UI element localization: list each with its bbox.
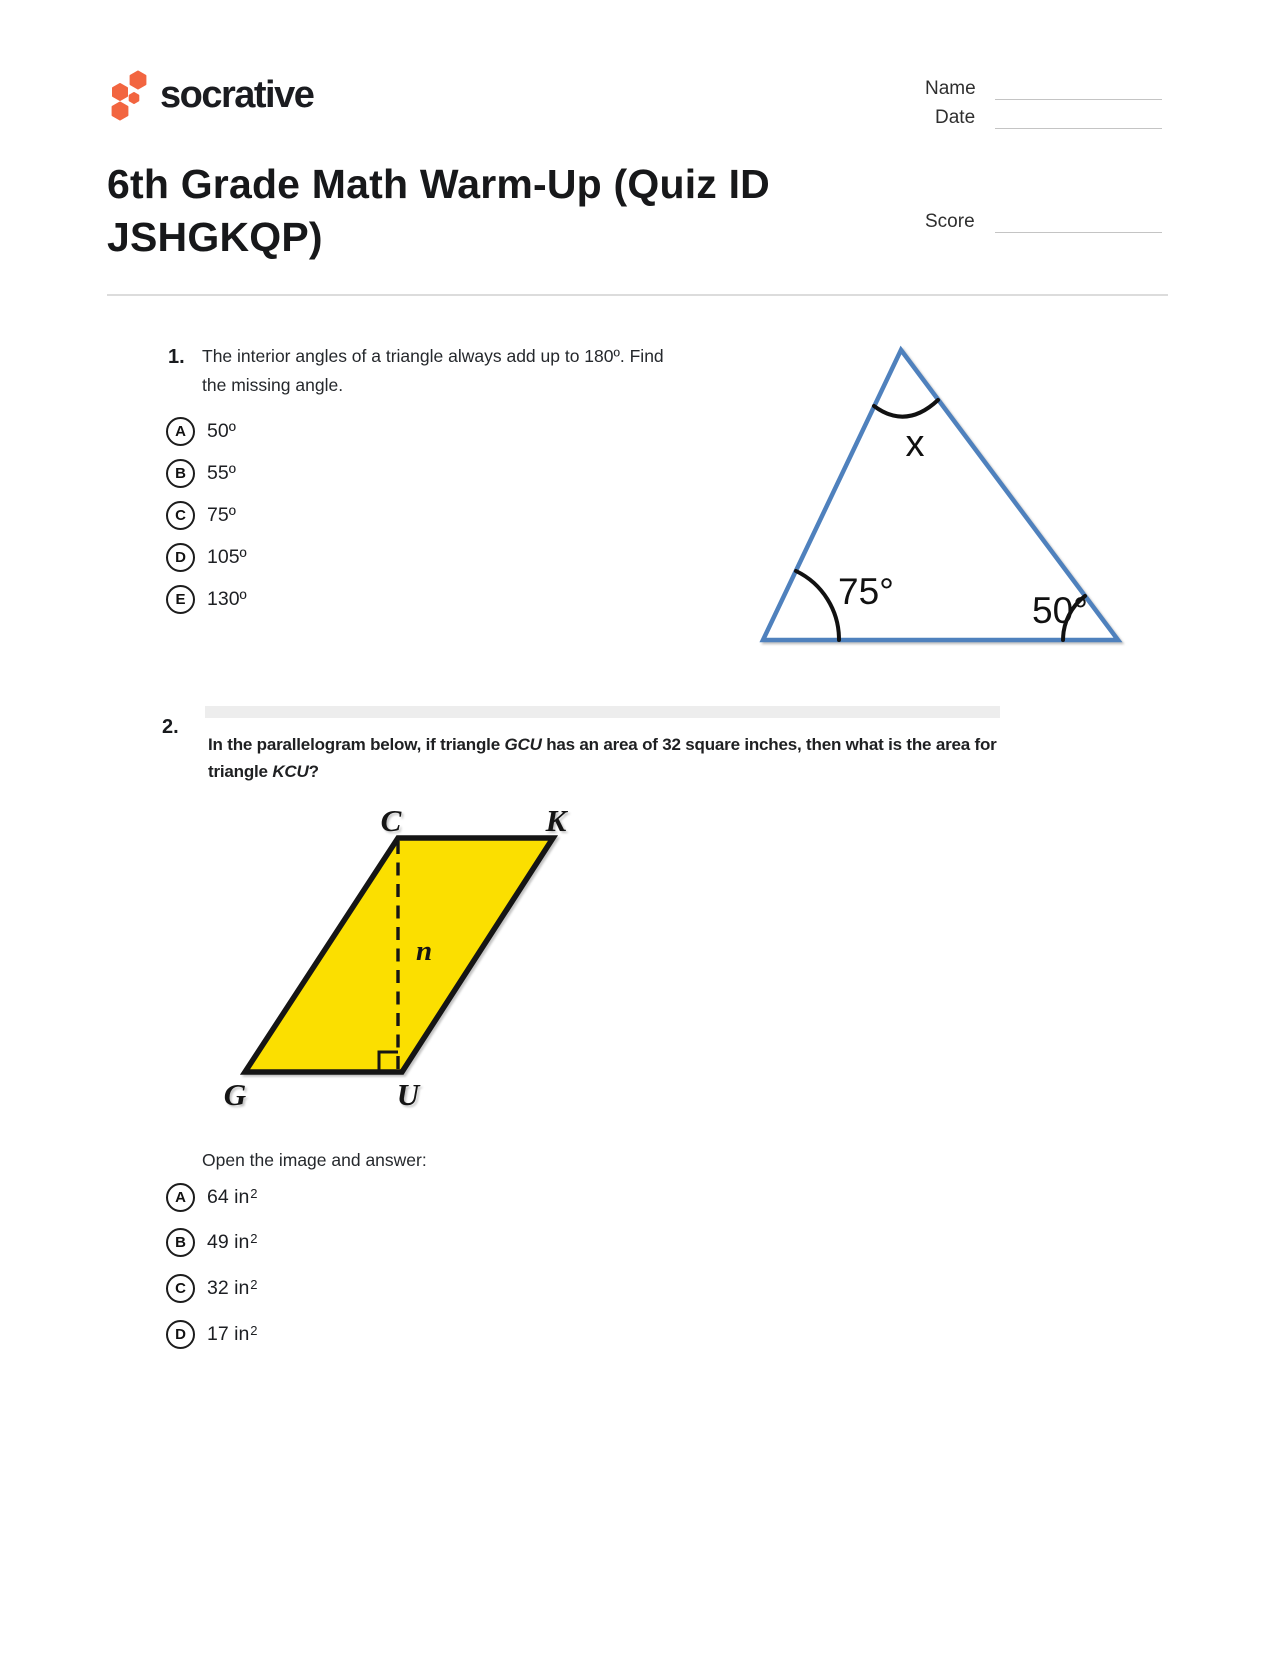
question-2-text <box>208 731 1000 785</box>
vertex-g-label: G <box>223 1077 247 1112</box>
top-angle-label: x <box>905 423 925 465</box>
q1-option-a-bubble[interactable]: A <box>166 417 195 446</box>
score-blank-line <box>995 232 1162 233</box>
date-label: Date <box>935 107 976 128</box>
question-1-number: 1. <box>168 346 185 368</box>
vertex-k-label: K <box>545 803 567 838</box>
header-divider <box>107 294 1168 296</box>
q2-prompt-part-1: In the parallelogram below, if triangle <box>208 735 505 754</box>
q2-option-b[interactable] <box>166 1228 258 1257</box>
q2-option-a-sup: 2 <box>250 1186 258 1201</box>
q1-option-d[interactable] <box>166 543 247 572</box>
socrative-logo-icon <box>100 64 152 122</box>
right-angle-label: 50° <box>1032 590 1088 631</box>
q2-prompt-triangle-kcu: KCU <box>272 762 309 781</box>
q1-option-c[interactable] <box>166 501 236 530</box>
q1-option-d-label: 105º <box>207 546 247 568</box>
q2-image-top-bar <box>205 706 1000 718</box>
q2-option-b-sup: 2 <box>250 1231 258 1246</box>
q2-option-a[interactable] <box>166 1183 258 1212</box>
q1-option-b[interactable] <box>166 459 236 488</box>
q2-option-a-bubble[interactable]: A <box>166 1183 195 1212</box>
q2-option-d-sup: 2 <box>250 1323 258 1338</box>
vertex-u-label: U <box>396 1077 420 1112</box>
q2-option-c[interactable] <box>166 1274 258 1303</box>
q2-option-c-sup: 2 <box>250 1277 258 1292</box>
q2-option-b-bubble[interactable]: B <box>166 1228 195 1257</box>
triangle-figure <box>738 330 1138 650</box>
q2-option-c-label: 32 $in^2$ <box>207 1277 258 1299</box>
vertex-c-label: C <box>380 803 402 838</box>
q1-option-a-label: 50º <box>207 420 236 442</box>
parallelogram-figure <box>195 800 605 1112</box>
q2-prompt-part-3: ? <box>308 762 319 781</box>
q2-option-c-bubble[interactable]: C <box>166 1274 195 1303</box>
q1-option-e[interactable] <box>166 585 247 614</box>
q2-option-d-label: 17 $in^2$ <box>207 1323 258 1345</box>
date-blank-line <box>995 128 1162 129</box>
left-angle-label: 75° <box>838 571 894 612</box>
q1-option-e-bubble[interactable]: E <box>166 585 195 614</box>
height-n-label: n <box>416 935 433 967</box>
q1-option-d-bubble[interactable]: D <box>166 543 195 572</box>
q2-prompt-triangle-gcu: GCU <box>504 735 542 754</box>
q1-option-b-label: 55º <box>207 462 236 484</box>
q1-option-c-label: 75º <box>207 504 236 526</box>
q1-option-c-bubble[interactable]: C <box>166 501 195 530</box>
q2-option-d-bubble[interactable]: D <box>166 1320 195 1349</box>
q2-option-b-label: 49 $in^2$ <box>207 1231 258 1253</box>
q1-option-b-bubble[interactable]: B <box>166 459 195 488</box>
score-label: Score <box>925 211 975 232</box>
question-2-number: 2. <box>162 716 179 738</box>
q1-option-e-label: 130º <box>207 588 247 610</box>
q1-option-a[interactable] <box>166 417 236 446</box>
q2-prompt-part-2: has an area of 32 square inches, then what is the area for triangle <box>208 735 997 781</box>
brand-name: socrative <box>160 74 314 116</box>
q2-open-image-text: Open the image and answer: <box>202 1150 427 1170</box>
page-title: 6th Grade Math Warm-Up (Quiz ID JSHGKQP) <box>107 161 770 261</box>
question-1-text: The interior angles of a triangle always add up to 180º. Find the missing angle. <box>202 346 664 395</box>
name-label: Name <box>925 78 976 99</box>
name-blank-line <box>995 99 1162 100</box>
q2-option-d[interactable] <box>166 1320 258 1349</box>
q2-option-a-label: 64 $in^2$ <box>207 1186 258 1208</box>
